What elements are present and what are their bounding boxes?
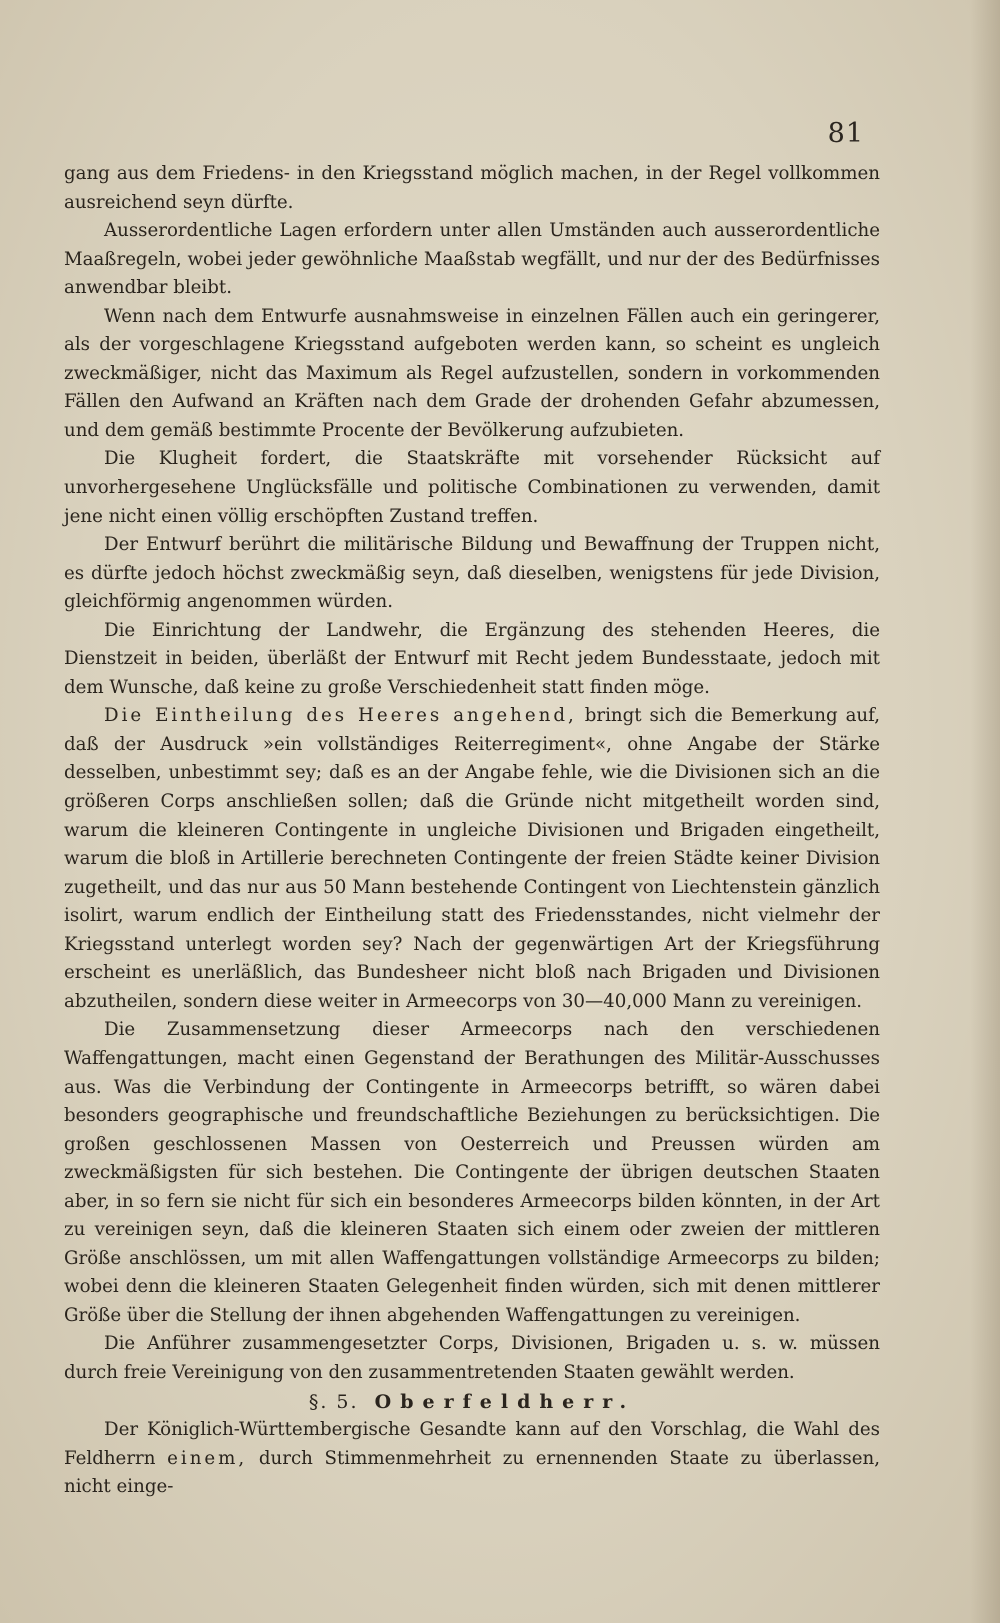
paragraph-body: bringt sich die Bemerkung auf, daß der Ausdruck »ein vollständiges Reiterregiment«, ohne Angabe der Stärke desselben, unbestimmt sey; daß es an der Angabe fehle, wie die Divisionen sich an die größeren Corps anschließen sollen; daß die Gründe nicht mitgetheilt worden sind, warum die kleineren Contingente in ungleiche Divisionen und Brigaden eingetheilt, warum die bloß in Artillerie berechneten Contingente der freien Städte keiner Division zugetheilt, und das nur aus 50 Mann bestehende Contingent von Liechtenstein gänzlich isolirt, warum endlich der Eintheilung statt des Friedensstandes, nicht vielmehr der Kriegsstand unterlegt worden sey? Nach der gegenwärtigen Art der Kriegsführung erscheint es unerläßlich, das Bundesheer nicht bloß nach Brigaden und Divisionen abzutheilen, sondern diese weiter in Armeecorps von 30—40,000 Mann zu vereinigen. bbox=[64, 705, 881, 1012]
section-heading bbox=[64, 1388, 880, 1417]
emphasized-word: einem, bbox=[167, 1447, 248, 1469]
page-edge-shadow bbox=[970, 0, 1000, 1623]
paragraph: Wenn nach dem Entwurfe ausnahmsweise in einzelnen Fällen auch ein geringerer, als der vorgeschlagene Kriegsstand aufgeboten werden kann, so scheint es ungleich zweckmäßiger, nicht das Maximum als Regel aufzustellen, sondern in vorkommenden Fällen den Aufwand an Kräften nach dem Grade der drohenden Gefahr abzumessen, und dem gemäß bestimmte Procente der Bevölkerung aufzubieten. bbox=[64, 305, 880, 441]
paragraph bbox=[64, 702, 880, 1016]
paragraph: Die Anführer zusammengesetzter Corps, Divisionen, Brigaden u. s. w. müssen durch freie Vereinigung von den zusammentretenden Staaten gewählt werden. bbox=[64, 1333, 880, 1383]
paragraph-body: Der Königlich-Württembergische Gesandte kann auf den Vorschlag, die Wahl des Feldherrn bbox=[64, 1419, 880, 1469]
paragraph: Ausserordentliche Lagen erfordern unter allen Umständen auch ausserordentliche Maaßregeln, wobei jeder gewöhnliche Maaßstab wegfällt, und nur der des Bedürfnisses anwendbar bleibt. bbox=[64, 220, 880, 299]
paragraph: Die Klugheit fordert, die Staatskräfte mit vorsehender Rücksicht auf unvorhergesehene Unglücksfälle und politische Combinationen zu verwenden, damit jene nicht einen völlig erschöpften Zustand treffen. bbox=[64, 448, 880, 527]
body-text bbox=[64, 160, 880, 1502]
paragraph-body: durch Stimmenmehrheit zu ernennenden Staate zu überlassen, nicht einge- bbox=[64, 1447, 880, 1498]
paragraph: gang aus dem Friedens- in den Kriegsstand möglich machen, in der Regel vollkommen ausreichend seyn dürfte. bbox=[64, 163, 880, 213]
page-number: 81 bbox=[827, 118, 864, 149]
section-number: §. 5. bbox=[308, 1390, 359, 1413]
paragraph: Die Zusammensetzung dieser Armeecorps nach den verschiedenen Waffengattungen, macht einen Gegenstand der Berathungen des Militär-Ausschusses aus. Was die Verbindung der Contingente in Armeecorps betrifft, so wären dabei besonders geographische und freundschaftliche Beziehungen zu berücksichtigen. Die großen geschlossenen Massen von Oesterreich und Preussen würden am zweckmäßigsten für sich bestehen. Die Contingente der übrigen deutschen Staaten aber, in so fern sie nicht für sich ein besonderes Armeecorps bilden könnten, in der Art zu vereinigen seyn, daß die kleineren Staaten sich einem oder zweien der mittleren Größe anschlössen, um mit allen Waffengattungen vollständige Armeecorps zu bilden; wobei denn die kleineren Staaten Gelegenheit finden würden, sich mit denen mittlerer Größe über die Stellung der ihnen abgehenden Waffengattungen zu vereinigen. bbox=[64, 1019, 880, 1326]
paragraph: Die Einrichtung der Landwehr, die Ergänzung des stehenden Heeres, die Dienstzeit in beiden, überläßt der Entwurf mit Recht jedem Bundesstaate, jedoch mit dem Wunsche, daß keine zu große Verschiedenheit statt finden möge. bbox=[64, 619, 880, 698]
paragraph: Der Entwurf berührt die militärische Bildung und Bewaffnung der Truppen nicht, es dürfte jedoch höchst zweckmäßig seyn, daß dieselben, wenigstens für jede Division, gleichförmig angenommen würden. bbox=[64, 534, 880, 613]
emphasized-lead: Die Eintheilung des Heeres angehend, bbox=[104, 705, 577, 727]
section-title: Oberfeldherr. bbox=[374, 1390, 636, 1413]
paragraph bbox=[64, 1416, 880, 1502]
